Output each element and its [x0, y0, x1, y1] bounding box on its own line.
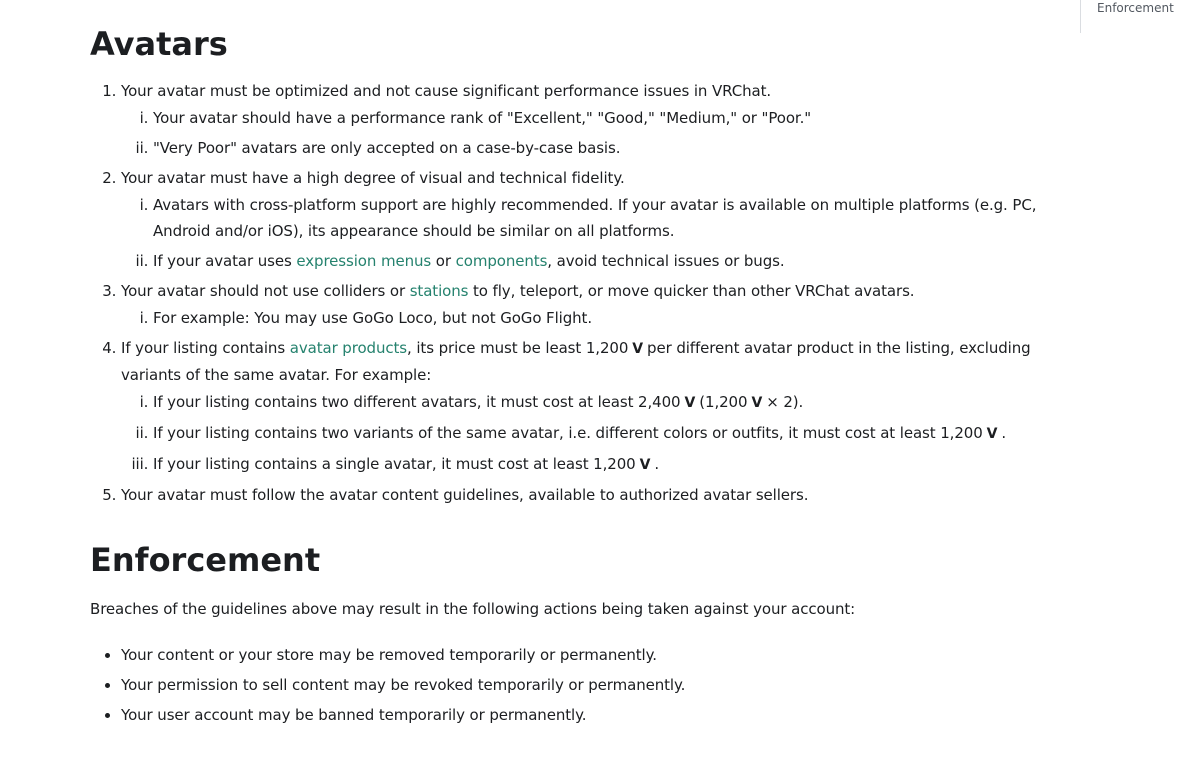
rule-3-i: [153, 305, 1050, 331]
rule-4-ii-a: If your listing contains two variants of the same avatar, i.e. different colors or outfits, it must cost at least 1,200: [153, 424, 983, 442]
enforcement-item-text: Your permission to sell content may be revoked temporarily or permanently.: [121, 676, 686, 694]
rule-3-i-text: For example: You may use GoGo Loco, but not GoGo Flight.: [153, 309, 593, 327]
rule-4-i-c: × 2).: [766, 393, 804, 411]
list-item: [121, 672, 1050, 698]
rule-3-post: to fly, teleport, or move quicker than other VRChat avatars.: [468, 282, 915, 300]
rule-2-sublist: [121, 192, 1050, 274]
rule-2-text: Your avatar must have a high degree of visual and technical fidelity.: [121, 169, 625, 187]
avatar-rules-list: [90, 78, 1050, 508]
rule-5: [121, 482, 1050, 508]
rule-2: [121, 165, 1050, 274]
rule-1-ii-text: "Very Poor" avatars are only accepted on a case-by-case basis.: [153, 139, 621, 157]
rule-4: [121, 335, 1050, 478]
rule-4-post: per different avatar product in the listing, excluding variants of the same avatar. For example:: [121, 339, 1031, 384]
table-of-contents: [1080, 0, 1177, 33]
rule-1-text: Your avatar must be optimized and not cause significant performance issues in VRChat.: [121, 82, 772, 100]
enforcement-intro: Breaches of the guidelines above may result in the following actions being taken against your account:: [90, 600, 856, 618]
rule-4-i: [153, 389, 1050, 416]
stations-link[interactable]: stations: [409, 282, 469, 300]
components-link[interactable]: components: [455, 252, 548, 270]
rule-4-sublist: [121, 389, 1050, 478]
vrchat-credits-icon: V: [639, 457, 651, 473]
enforcement-heading: Enforcement: [90, 541, 321, 579]
rule-1-i-text: Your avatar should have a performance rank of "Excellent," "Good," "Medium," or "Poor.": [153, 109, 812, 127]
vrchat-credits-icon: V: [632, 341, 644, 357]
enforcement-item-text: Your content or your store may be removed temporarily or permanently.: [121, 646, 657, 664]
rule-4-ii-b: .: [1001, 424, 1007, 442]
rule-4-iii-a: If your listing contains a single avatar, it must cost at least 1,200: [153, 455, 636, 473]
rule-4-ii: [153, 420, 1050, 447]
vrchat-credits-icon: V: [986, 426, 998, 442]
avatar-products-link[interactable]: avatar products: [289, 339, 408, 357]
rule-2-ii: [153, 248, 1050, 274]
main-content: [90, 22, 1050, 732]
rule-4-mid: , its price must be least 1,200: [407, 339, 629, 357]
rule-2-ii-pre: If your avatar uses: [153, 252, 297, 270]
rule-1-ii: [153, 135, 1050, 161]
expression-menus-link[interactable]: expression menus: [296, 252, 432, 270]
rule-2-ii-mid: or: [431, 252, 456, 270]
rule-4-iii: [153, 451, 1050, 478]
rule-3-sublist: [121, 305, 1050, 331]
rule-1-sublist: [121, 105, 1050, 161]
rule-1: [121, 78, 1050, 161]
vrchat-credits-icon: V: [684, 395, 696, 411]
list-item: [121, 702, 1050, 728]
rule-4-pre: If your listing contains: [121, 339, 290, 357]
rule-4-iii-b: .: [654, 455, 660, 473]
rule-2-i-text: Avatars with cross-platform support are highly recommended. If your avatar is available on multiple platforms (e.g. PC, Android and/or iOS), its appearance should be similar on all platforms.: [153, 196, 1037, 240]
rule-3-pre: Your avatar should not use colliders or: [121, 282, 410, 300]
rule-4-i-b: (1,200: [699, 393, 748, 411]
rule-1-i: [153, 105, 1050, 131]
enforcement-item-text: Your user account may be banned temporarily or permanently.: [121, 706, 587, 724]
rule-2-i: [153, 192, 1050, 244]
avatars-heading: Avatars: [90, 25, 228, 63]
rule-5-text: Your avatar must follow the avatar content guidelines, available to authorized avatar sellers.: [121, 486, 809, 504]
vrchat-credits-icon: V: [751, 395, 763, 411]
rule-4-i-a: If your listing contains two different avatars, it must cost at least 2,400: [153, 393, 681, 411]
rule-2-ii-post: , avoid technical issues or bugs.: [547, 252, 785, 270]
toc-item-enforcement[interactable]: Enforcement: [1097, 1, 1174, 15]
list-item: [121, 642, 1050, 668]
enforcement-list: [90, 642, 1050, 728]
rule-3: [121, 278, 1050, 331]
